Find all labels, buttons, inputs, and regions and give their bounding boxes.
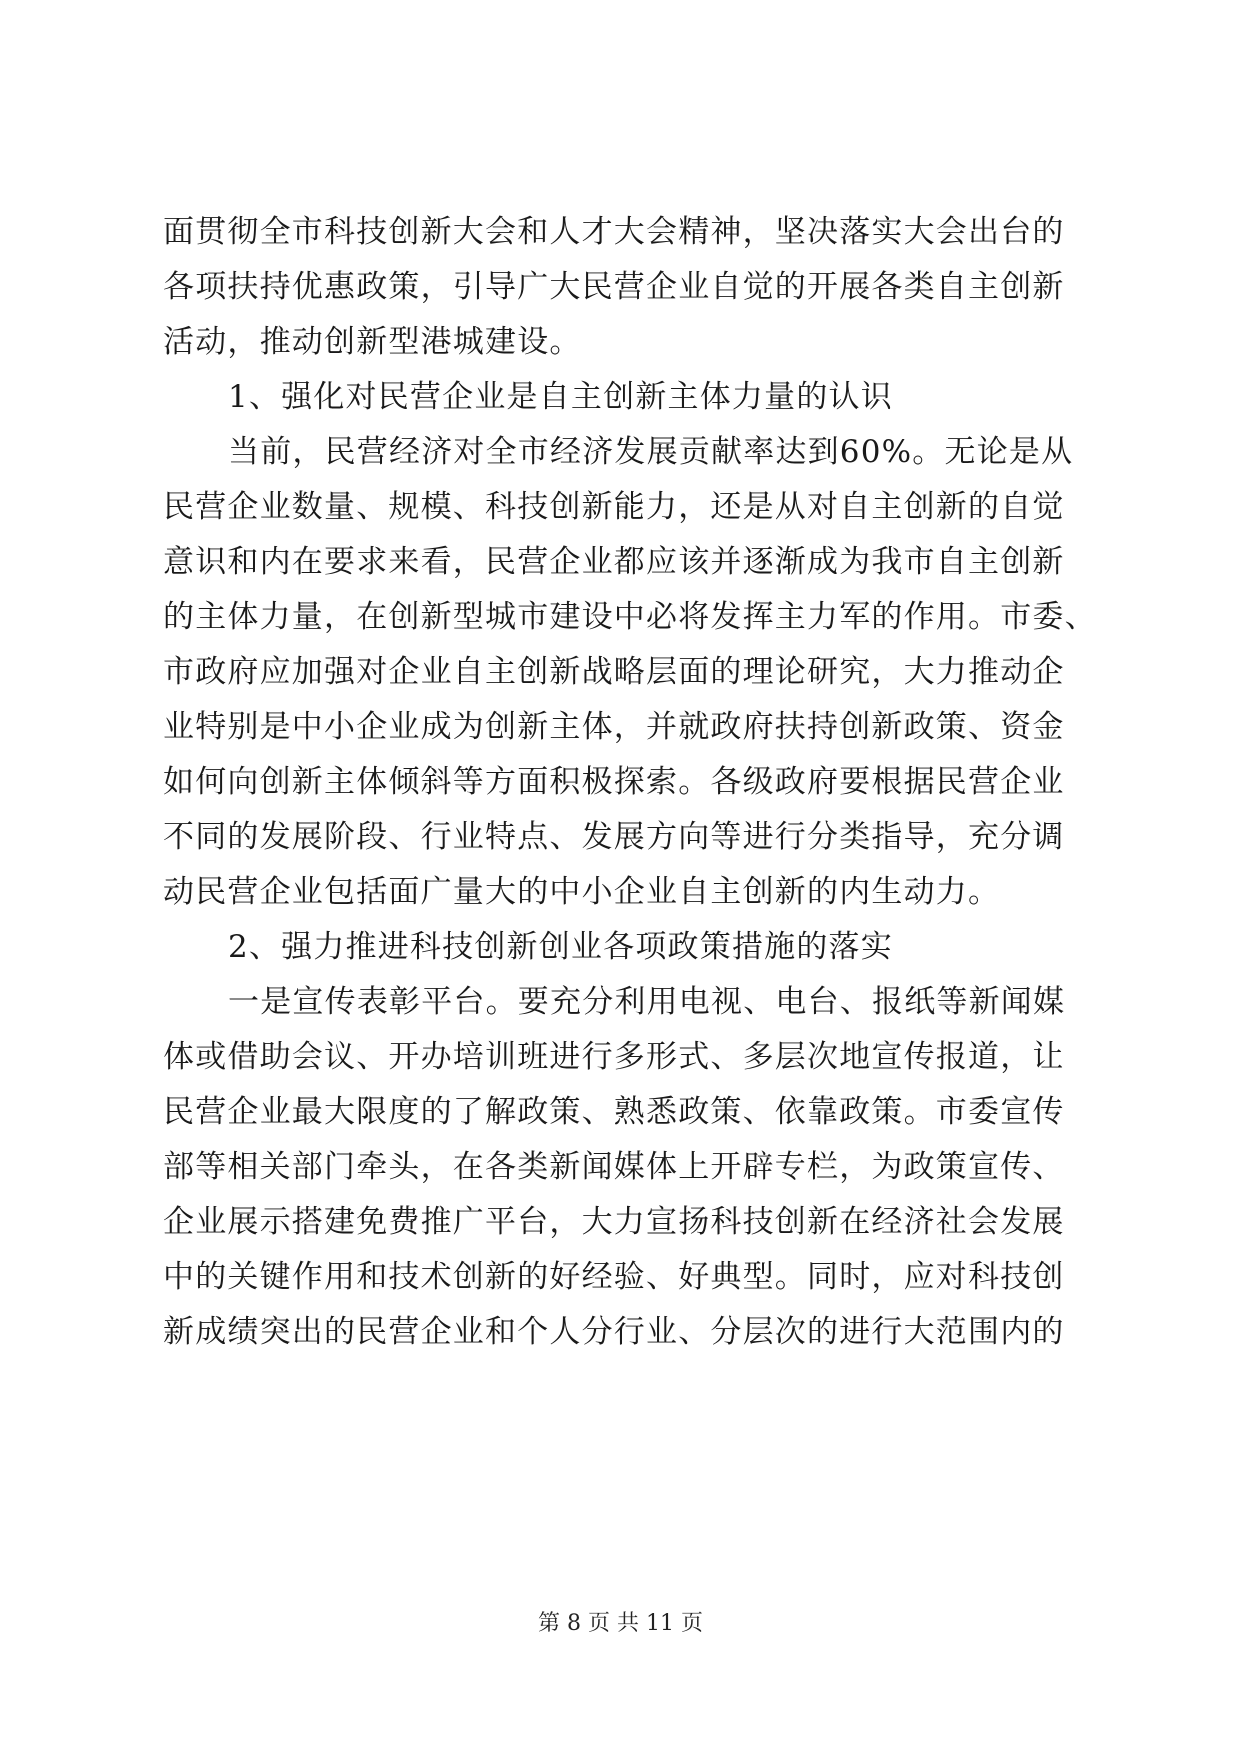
body-text-line: 体或借助会议、开办培训班进行多形式、多层次地宣传报道，让 bbox=[163, 1039, 1065, 1075]
section-heading: 2、强力推进科技创新创业各项政策措施的落实 bbox=[228, 929, 893, 965]
body-text-line: 中的关键作用和技术创新的好经验、好典型。同时，应对科技创 bbox=[163, 1259, 1065, 1295]
body-text-line: 新成绩突出的民营企业和个人分行业、分层次的进行大范围内的 bbox=[163, 1314, 1065, 1350]
section-heading: 1、强化对民营企业是自主创新主体力量的认识 bbox=[228, 379, 893, 415]
body-text-line: 如何向创新主体倾斜等方面积极探索。各级政府要根据民营企业 bbox=[163, 764, 1065, 800]
body-text-line: 动民营企业包括面广量大的中小企业自主创新的内生动力。 bbox=[163, 874, 1001, 910]
body-text-line: 企业展示搭建免费推广平台，大力宣扬科技创新在经济社会发展 bbox=[163, 1204, 1065, 1240]
paragraph-first-line: 当前，民营经济对全市经济发展贡献率达到60%。无论是从 bbox=[228, 434, 1074, 470]
body-text-line: 的主体力量，在创新型城市建设中必将发挥主力军的作用。市委、 bbox=[163, 599, 1097, 635]
body-text-line: 市政府应加强对企业自主创新战略层面的理论研究，大力推动企 bbox=[163, 654, 1065, 690]
paragraph-first-line: 一是宣传表彰平台。要充分利用电视、电台、报纸等新闻媒 bbox=[228, 984, 1066, 1020]
body-text-line: 部等相关部门牵头，在各类新闻媒体上开辟专栏，为政策宣传、 bbox=[163, 1149, 1065, 1185]
body-text-line: 不同的发展阶段、行业特点、发展方向等进行分类指导，充分调 bbox=[163, 819, 1065, 855]
body-text-line: 面贯彻全市科技创新大会和人才大会精神，坚决落实大会出台的 bbox=[163, 214, 1065, 250]
body-text-line: 各项扶持优惠政策，引导广大民营企业自觉的开展各类自主创新 bbox=[163, 269, 1065, 305]
body-text-line: 民营企业最大限度的了解政策、熟悉政策、依靠政策。市委宣传 bbox=[163, 1094, 1065, 1130]
body-text-line: 活动，推动创新型港城建设。 bbox=[163, 324, 582, 360]
body-text-line: 业特别是中小企业成为创新主体，并就政府扶持创新政策、资金 bbox=[163, 709, 1065, 745]
body-text-line: 民营企业数量、规模、科技创新能力，还是从对自主创新的自觉 bbox=[163, 489, 1065, 525]
page-number-footer: 第 8 页 共 11 页 bbox=[538, 1611, 703, 1636]
body-text-line: 意识和内在要求来看，民营企业都应该并逐渐成为我市自主创新 bbox=[163, 544, 1065, 580]
